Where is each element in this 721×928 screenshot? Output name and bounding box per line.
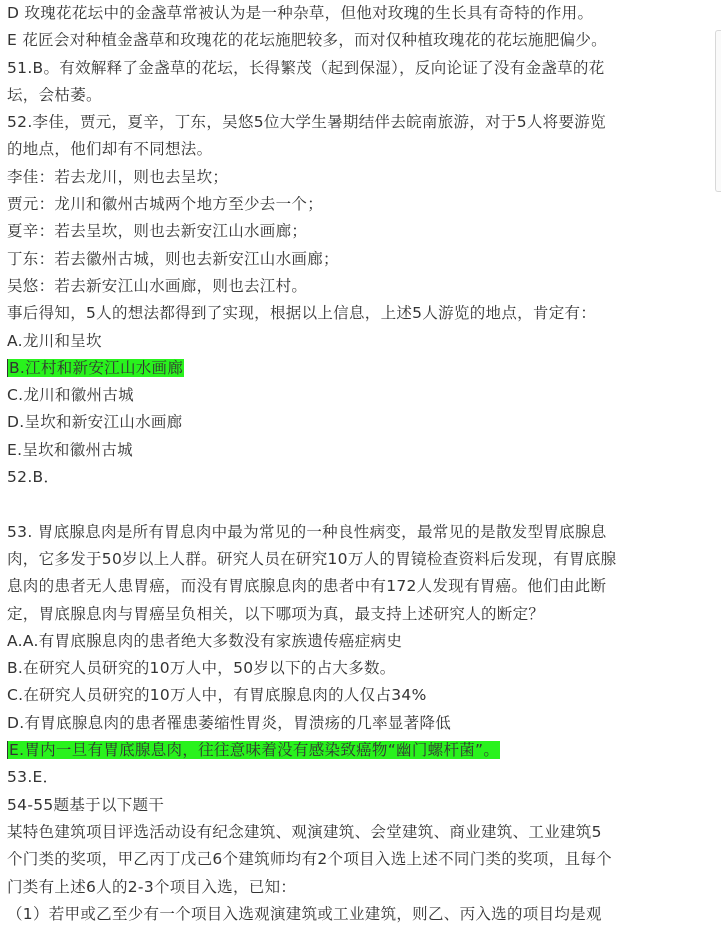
answer-51-line-2: 坛，会枯萎。 bbox=[7, 85, 102, 104]
answer-51-line-1: 51.B。有效解释了金盏草的花坛，长得繁茂（起到保湿），反向论证了没有金盏草的花 bbox=[7, 58, 605, 77]
passage-54-line-2: 个门类的奖项，甲乙丙丁戊己6个建筑师均有2个项目入选上述不同门类的奖项，且每个 bbox=[7, 850, 612, 869]
question-53-line-1: 53. 胃底腺息肉是所有胃息肉中最为常见的一种良性病变，最常见的是散发型胃底腺息 bbox=[7, 522, 607, 541]
option-d-53: D.有胃底腺息肉的患者罹患萎缩性胃炎，胃溃疡的几率显著降低 bbox=[7, 713, 452, 732]
highlight-mark: B.江村和新安江山水画廊 bbox=[9, 358, 184, 377]
statement-wu-you: 吴悠：若去新安江山水画廊，则也去江村。 bbox=[7, 276, 308, 295]
section-54-55-heading: 54-55题基于以下题干 bbox=[7, 795, 165, 814]
option-c-53: C.在研究人员研究的10万人中，有胃底腺息肉的人仅占34% bbox=[7, 686, 427, 705]
option-b-53: B.在研究人员研究的10万人中，50岁以下的占大多数。 bbox=[7, 659, 396, 678]
option-d-52: D.呈坎和新安江山水画廊 bbox=[7, 413, 183, 432]
question-53-line-4: 定，胃底腺息肉与胃癌呈负相关，以下哪项为真，最支持上述研究人的断定？ bbox=[7, 604, 545, 623]
question-53-line-3: 息肉的患者无人患胃癌，而没有胃底腺息肉的患者中有172人发现有胃癌。他们由此断 bbox=[7, 577, 607, 596]
option-e-52: E.呈坎和徽州古城 bbox=[7, 440, 133, 459]
document-page bbox=[7, 0, 707, 928]
side-panel-edge bbox=[715, 30, 721, 192]
option-d-51: D 玫瑰花花坛中的金盏草常被认为是一种杂草，但他对玫瑰的生长具有奇特的作用。 bbox=[7, 4, 594, 22]
passage-54-line-3: 门类有上述6人的2-3个项目入选，已知： bbox=[7, 877, 297, 896]
answer-53: 53.E． bbox=[7, 768, 59, 787]
question-52-prompt: 事后得知，5人的想法都得到了实现，根据以上信息，上述5人游览的地点，肯定有： bbox=[7, 304, 597, 323]
question-52-line-1: 52.李佳，贾元，夏辛，丁东，吴悠5位大学生暑期结伴去皖南旅游，对于5人将要游览 bbox=[7, 113, 606, 132]
option-c-52: C.龙川和徽州古城 bbox=[7, 386, 134, 405]
option-a-53: A.A.有胃底腺息肉的患者绝大多数没有家族遗传癌症病史 bbox=[7, 631, 403, 650]
statement-li-jia: 李佳：若去龙川，则也去呈坎； bbox=[7, 167, 229, 186]
condition-1: （1）若甲或乙至少有一个项目入选观演建筑或工业建筑，则乙、丙入选的项目均是观 bbox=[7, 904, 602, 923]
passage-54-line-1: 某特色建筑项目评选活动设有纪念建筑、观演建筑、会堂建筑、商业建筑、工业建筑5 bbox=[7, 822, 602, 841]
question-53-line-2: 肉，它多发于50岁以上人群。研究人员在研究10万人的胃镜检查资料后发现，有胃底腺 bbox=[7, 549, 617, 568]
highlight-mark: E.胃内一旦有胃底腺息肉，往往意味着没有感染致癌物“幽门螺杆菌”。 bbox=[9, 741, 500, 760]
option-e-51: E 花匠会对种植金盏草和玫瑰花的花坛施肥较多，而对仅种植玫瑰花的花坛施肥偏少。 bbox=[7, 31, 607, 50]
option-b-52-highlighted bbox=[7, 355, 707, 382]
option-e-53-highlighted bbox=[7, 737, 707, 764]
statement-jia-yuan: 贾元：龙川和徽州古城两个地方至少去一个； bbox=[7, 195, 324, 214]
question-52-line-2: 的地点，他们却有不同想法。 bbox=[7, 140, 213, 159]
statement-ding-dong: 丁东：若去徽州古城，则也去新安江山水画廊； bbox=[7, 249, 339, 268]
option-a-52: A.龙川和呈坎 bbox=[7, 331, 102, 350]
statement-xia-xin: 夏辛：若去呈坎，则也去新安江山水画廊； bbox=[7, 222, 308, 241]
answer-52: 52.B． bbox=[7, 468, 60, 487]
blank-line bbox=[7, 491, 707, 518]
